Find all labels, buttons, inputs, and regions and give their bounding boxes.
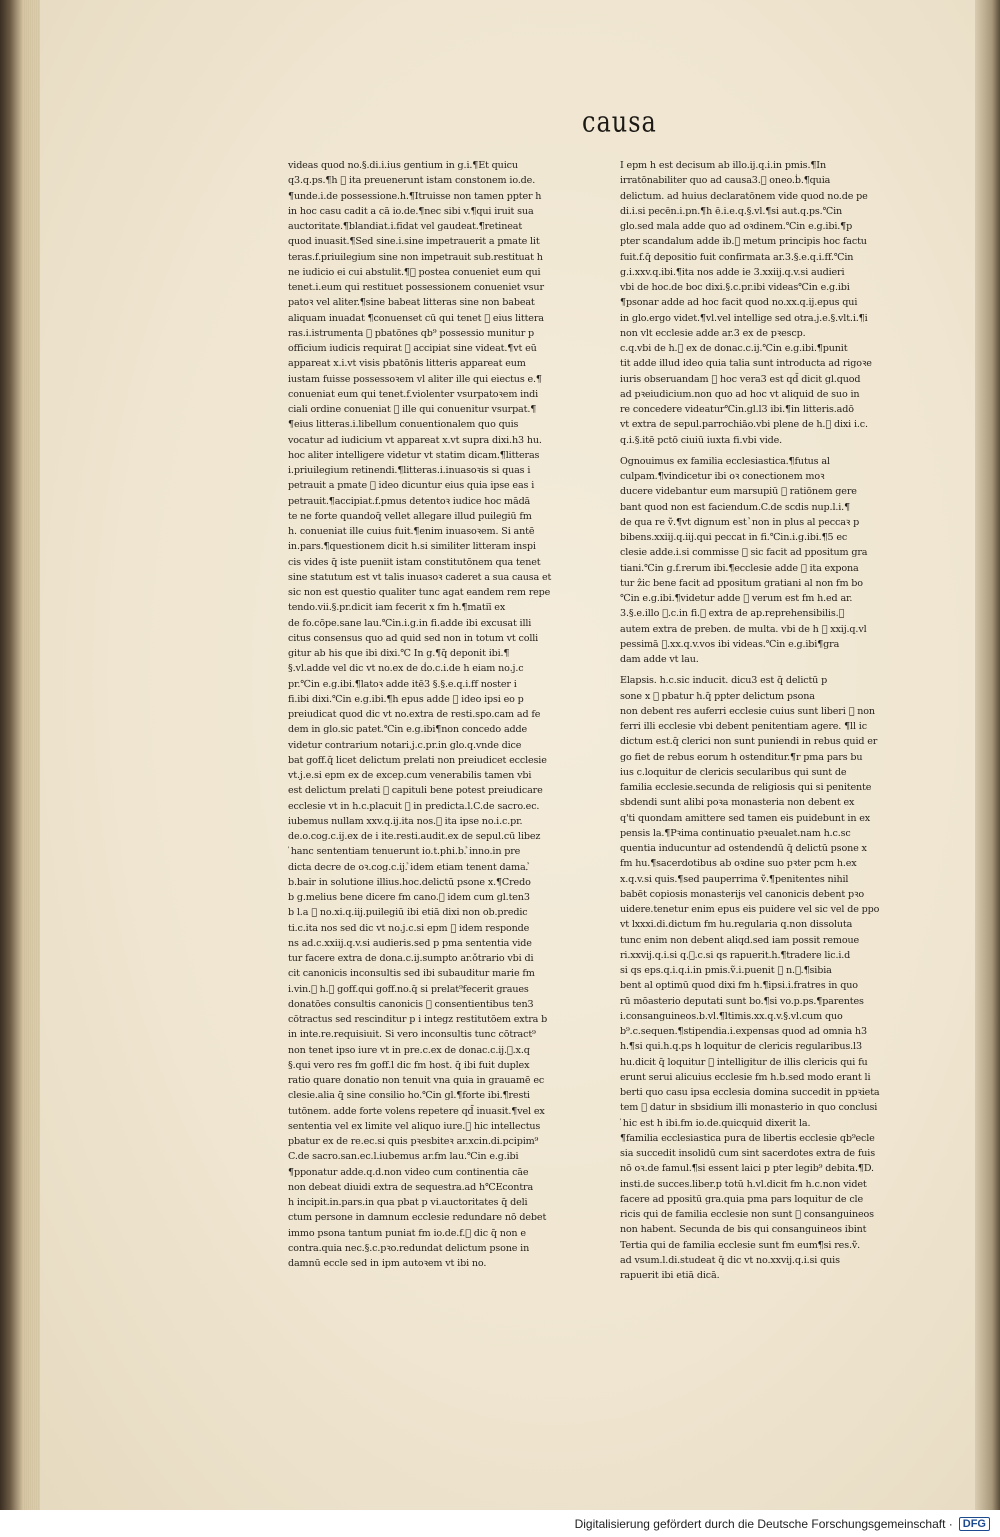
right-column-line: facere ad ppositū gra.quia pma pars loquitur de cle: [620, 1193, 864, 1205]
left-column-line: §.vl.adde vel dic vt no.ex de ḋo.c.i.de h eiam no.j.c: [288, 663, 524, 675]
right-column-line: ¶familia ecclesiastica pura de libertis ecclesie qb⁹ecle: [620, 1132, 875, 1144]
left-column-line: ti.c.ita nos sed dic vt no.j.c.si epm ᷤ idem responde: [288, 922, 530, 934]
left-column-line: tendo.vii.§.pr.dicit iam fecerit x fm h.¶matiī ex: [288, 602, 506, 614]
left-column-line: ras.i.istrumenta ᷤ pbatōnes qb⁹ possessio munitur p: [288, 327, 535, 339]
right-column-line: Ognouimus ex familia ecclesiastica.¶futus al: [620, 455, 830, 467]
right-column-line: go fiet de rebus eorum h ostenditur.¶r pma pars bu: [620, 751, 863, 763]
right-column-line: iuris obseruandam ᷤ hoc vera3 est qd̄ dicit gl.quod: [620, 373, 861, 385]
right-column-line: vt lxxxi.di.dictum fm hu.regularia q.non dissoluta: [620, 919, 853, 931]
left-column-line: pr.℃in e.g.ibi.¶latoꝛ adde itē3 §.§.e.q.i.ff noster i: [288, 678, 517, 690]
left-column-line: vt.j.e.si epm ex de excep.cum venerabilis tamen vbi: [288, 770, 532, 781]
right-column-line: non vlt ecclesie adde ar.3 ex de pꝛescp.: [620, 327, 806, 339]
left-column-line: quod inuasit.¶Sed sine.i.sine impetrauerit a pmate lit: [288, 236, 540, 248]
right-column-line: si qs eps.q.i.q.i.in pmis.ṽ.i.puenit ᷤ n.ᷤ.¶sibia: [620, 965, 832, 976]
left-column-line: ᷤ hanc sententiam tenuerunt io.t.phi.b.ᷤ inno.in pre: [288, 846, 521, 858]
left-column-line: clesie.alia q̄ sine consilio ho.℃in gl.¶forte ibi.¶resti: [288, 1090, 530, 1102]
left-column-line: est delictum prelati ᷤ capituli bene potest preiudicare: [288, 785, 543, 797]
left-column-line: pbatur ex de re.ec.si quis pꝛesbiteꝛ ar.xcin.di.pcipim⁹: [288, 1136, 539, 1147]
left-column-line: conueniat eum qui tenet.f.violenter vsurpatoꝛem indi: [288, 388, 539, 400]
right-column-line: c.q.vbi de h.ᷤ ex de donac.c.ij.℃in e.g.ibi.¶punit: [620, 343, 848, 354]
right-column-line: babēt copiosis monasterijs vel canonicis debent pꝛo: [620, 888, 864, 900]
right-column-line: vbi de hoc.de boc dixi.§.c.pr.ibi videas℃in e.g.ibi: [620, 282, 850, 293]
right-column-line: ducere videbantur eum marsupiū ᷤ ratiōnem gere: [620, 486, 857, 498]
right-column-line: 3.§.e.illo ᷤ.c.in fi.ᷤ extra de ap.reprehensibilis.ᷤ: [620, 608, 845, 620]
left-column-line: te ne forte quandoq̄ vellet allegare illud puilegiū fm: [288, 510, 532, 522]
right-column-line: ad vsum.l.di.studeat q̄ dic vt no.xxvij.q.i.si quis: [620, 1254, 840, 1266]
right-column-line: re concedere videatur℃in.gl.l3 ibi.¶in litteris.adō: [620, 404, 854, 415]
left-column-line: donatōes consultis canonicis ᷤ consentientibus ten3: [288, 998, 534, 1010]
right-column-line: g.i.xxv.q.ibi.¶ita nos adde ie 3.xxiij.q.v.si audieri: [620, 266, 845, 278]
left-column-line: ecclesie vt in h.c.placuit ᷤ in predicta.l.C.de sacro.ec.: [288, 800, 540, 812]
left-column-line: in hoc casu cadit a cā io.de.¶nec sibi v.¶qui iruit sua: [288, 205, 534, 217]
left-column-line: patoꝛ vel aliter.¶sine babeat litteras sine non babeat: [288, 297, 535, 309]
left-column-line: vocatur ad iudicium vt appareat x.vt supra dixi.h3 hu.: [288, 434, 542, 446]
left-column-line: auctoritate.¶blandiat.i.fidat vel gaudeat.¶retineat: [288, 221, 523, 232]
left-column-line: dicta decre de oꝛ.cog.c.ij.ᷤ idem etiam tenent dama.ᷤ: [288, 861, 528, 873]
left-column-line: videas quod no.§.di.i.ius gentium in g.i.¶Et quicu: [288, 160, 518, 171]
left-column-line: aliquam inuadat ¶conuenset cū qui tenet ᷤ eius littera: [288, 312, 544, 324]
right-column-line: tem ᷤ datur in sbsidium illi monasterio in quo conclusi: [620, 1102, 878, 1114]
running-head: causa: [582, 105, 657, 139]
right-column-line: ¶psonar adde ad hoc facit quod no.xx.q.ij.epus qui: [620, 297, 858, 309]
left-column-line: dem in glo.sic patet.℃in e.g.ibi¶non concedo adde: [288, 724, 528, 736]
left-column-line: in inte.re.requisiuit. Si vero inconsultis tunc cōtract⁹: [288, 1029, 536, 1041]
left-column-line: sine statutum est vt talis inuasoꝛ caderet a sua causa et: [288, 571, 552, 583]
right-column-line: bibens.xxiij.q.iij.qui peccat in fi.℃in.i.g.ibi.¶5 ec: [620, 532, 848, 543]
right-column-line: h.¶si qui.h.q.ps h loquitur de clericis regularibus.l3: [620, 1041, 862, 1053]
left-column-line: immo psona tantum puniat fm io.de.f.ᷤ dic q̄ non e: [288, 1227, 526, 1239]
left-text-column: [288, 158, 578, 1271]
left-column-line: de.o.cog.c.ij.ex de i ite.resti.audit.ex de sepul.cū libez: [288, 831, 541, 842]
left-column-line: iubemus nullam xxv.q.ij.ita nos.ᷤ ita ipse no.i.c.pr.: [288, 815, 523, 827]
right-column-line: tiani.℃in g.f.rerum ibi.¶ecclesie adde ᷤ ita expona: [620, 562, 859, 574]
right-column-line: uidere.tenetur enim epus eis puidere vel sic vel de ppo: [620, 904, 880, 915]
right-column-line: ad pꝛeiudicium.non quo ad hoc vt aliquid de suo in: [620, 388, 860, 400]
right-column-line: ferri illi ecclesie vbi debent penitentiam agere. ¶ll ic: [620, 721, 867, 732]
right-column-line: vt extra de sepul.parrochiāo.vbi plene de h.ᷤ dixi i.c.: [620, 419, 868, 431]
right-column-line: q.i.§.itē pctō ciuiū iuxta fi.vbi vide.: [620, 434, 783, 446]
left-column-line: sic non est questio qualiter tunc agat eandem rem repe: [288, 587, 551, 598]
left-column-line: ¶pponatur adde.q.d.non video cum continentia cāe: [288, 1166, 529, 1178]
left-column-line: non tenet ipso iure vt in pre.c.ex de donac.c.ij.ᷤ.x.q: [288, 1044, 530, 1056]
left-column-line: b.bair in solutione illius.hoc.delictū psone x.¶Credo: [288, 876, 531, 888]
left-column-line: cit canonicis inconsultis sed ibi subauditur marie fm: [288, 968, 535, 980]
left-column-line: cis vides q̄ iste pueniit istam constitutōnem qua tenet: [288, 556, 541, 568]
left-column-line: videtur contrarium notari.j.c.pr.in glo.q.vnde dice: [288, 739, 522, 751]
right-column-line: erunt serui alicuius ecclesie fm h.b.sed modo erant li: [620, 1071, 871, 1083]
right-column-line: non habent. Secunda de bis qui consanguineos ibint: [620, 1224, 867, 1236]
right-column-line: rū mōasterio deputati sunt bo.¶si vo.p.ps.¶parentes: [620, 995, 864, 1007]
right-column-line: glo.sed mala adde quo ad oꝛdinem.℃in e.g.ibi.¶p: [620, 221, 853, 232]
right-column-line: irratōnabiliter quo ad causa3.ᷤ oneo.ḃ.¶quia: [620, 175, 831, 187]
left-column-line: tur facere extra de dona.c.ij.sumpto ar.ǒtrario vbi di: [288, 953, 534, 964]
right-column-line: pter scandalum adde ib.ᷤ metum principis hoc factu: [620, 236, 867, 248]
left-column-line: fi.ibi dixi.℃in e.g.ibi.¶h epus adde ᷤ ideo ipsi eo p: [288, 693, 524, 705]
right-column-line: i.consanguineos.b.vl.¶ltimis.xx.q.v.§.vl.cum quo: [620, 1010, 843, 1022]
left-column-line: citus consensus quo ad quid sed non in totum vt colli: [288, 632, 539, 644]
right-column-line: pessimā ᷤ.xx.q.v.vos ibi videas.℃in e.g.ibi¶gra: [620, 638, 840, 650]
right-column-line: fuit.f.q̄ depositio fuit confirmata ar.3.§.e.q.i.ff.℃in: [620, 251, 854, 263]
left-column-line: preiudicat quod dic vt no.extra de resti.spo.cam ad fe: [288, 709, 541, 720]
right-column-line: ᷤ hic est h ibi.fm io.de.quicquid dixerit la.: [620, 1117, 811, 1129]
left-column-line: cōtractus sed rescinditur p i integz restitutōem extra b: [288, 1014, 548, 1025]
right-column-line: x.q.v.si quis.¶sed pauperrima ṽ.¶penitentes nihil: [620, 873, 849, 885]
right-column-line: delictum. ad huius declaratōnem vide quod no.de pe: [620, 190, 868, 202]
footer-bar: [0, 1510, 1000, 1537]
left-column-line: q3.q.ps.¶h ᷤ ita preuenerunt istam constonem io.de.: [288, 175, 536, 187]
right-column-line: fm hu.¶sacerdotibus ab oꝛdine suo pꝛter pcm h.ex: [620, 858, 857, 870]
right-column-line: sia succedit insolidū cum sint sacerdotes extra de fuis: [620, 1148, 875, 1159]
right-column-line: q'ti quondam amittere sed tamen eis puidebunt in ex: [620, 812, 871, 824]
right-column-line: hu.dicit q̄ loquitur ᷤ intelligitur de illis clericis qui fu: [620, 1056, 868, 1068]
right-column-line: rapuerit ibi etiā dicā.: [620, 1270, 720, 1281]
right-column-line: dictum est.q̄ clerici non sunt puniendi in rebus quid er: [620, 736, 878, 748]
left-column-line: h. conueniat ille cuius fuit.¶enim inuasoꝛem. Si antē: [288, 526, 535, 537]
left-column-line: sententia vel ex limite vel aliquo iure.ᷤ hic intellectus: [288, 1120, 541, 1132]
left-column-line: officium iudicis requirat ᷤ accipiat sine videat.¶vt eū: [288, 343, 537, 354]
dfg-logo: DFG: [959, 1517, 990, 1531]
left-column-line: in.pars.¶questionem dicit h.si similiter litteram inspi: [288, 541, 536, 553]
left-column-line: contra.quia nec.§.c.pꝛo.redundat delictum psone in: [288, 1242, 530, 1254]
left-column-line: petrauit.¶accipiat.f.pmus detentoꝛ iudice hoc mādā: [288, 495, 531, 507]
right-column-line: Tertia qui de familia ecclesie sunt fm eum¶si res.ṽ.: [620, 1239, 861, 1251]
left-column-line: b l.a ᷤ no.xi.q.iij.puilegiū ibi etiā dixi non ob.predic: [288, 907, 528, 919]
right-column-line: quentia inducuntur ad ostendendū q̄ delictū psone x: [620, 843, 867, 854]
left-column-line: tenet.i.eum qui restituet possessionem conueniet vsur: [288, 282, 544, 293]
left-column-line: ne iudicio ei cui abstulit.¶ᷤ postea conueniet eum qui: [288, 266, 541, 278]
right-column-line: culpam.¶vindicetur ibi oꝛ conectionem moꝛ: [620, 471, 825, 482]
left-column-line: ¶unde.i.de possessione.h.¶Itruisse non tamen ppter h: [288, 190, 542, 202]
left-column-line: C.de sacro.san.ec.l.iubemus ar.fm lau.℃in e.g.ibi: [288, 1151, 519, 1163]
left-column-line: tutōnem. adde forte volens repetere qd̄ inuasit.¶vel ex: [288, 1105, 545, 1117]
right-column-line: berti quo casu ipsa ecclesia domina succedit in ppꝛieta: [620, 1087, 880, 1098]
right-column-line: bent al optimū quod dixi fm h.¶ipsi.i.fratres in quo: [620, 980, 858, 992]
left-column-line: petrauit a pmate ᷤ ideo dicuntur eius quia ipse eas i: [288, 480, 535, 492]
right-column-line: tit adde illud ideo quia talia sunt introducta ad rigoꝛe: [620, 358, 872, 370]
right-column-line: sbdendi sunt alibi poꝛa monasteria non debent ex: [620, 797, 855, 809]
left-column-line: ctum persone in damnum ecclesie redundare nō debet: [288, 1212, 547, 1224]
right-column-line: familia ecclesie.secunda de religiosis qui si penitente: [620, 782, 872, 793]
left-column-line: i.vin.ᷤ h.ᷤ goff.qui goff.no.q̄ si prelat⁹fecerit graues: [288, 983, 529, 995]
right-column-line: non debent res auferri ecclesie cuius sunt liberi ᷤ non: [620, 705, 875, 717]
right-column-line: autem extra de preben. de multa. vbi de h ᷤ xxij.q.vl: [620, 623, 867, 635]
left-column-line: h incipit.in.pars.in qua pbat p vi.auctoritates q̄ deli: [288, 1197, 528, 1208]
right-column-line: de qua re ṽ.¶vt dignum est ᷤ non in plus al peccaꝛ p: [620, 516, 860, 528]
page-edges: [22, 0, 40, 1510]
left-column-line: teras.f.priuilegium sine non impetrauit sub.restituat h: [288, 251, 543, 263]
right-column-line: tunc enim non debent aliqd.sed iam possit remoue: [620, 934, 860, 946]
left-column-line: ¶eius litteras.i.libellum conuentionalem quo quis: [288, 419, 519, 431]
right-column-line: sone x ᷤ pbatur h.q̄ ppter delictum psona: [620, 690, 815, 702]
left-column-line: b g.melius bene dicere fm cano.ᷤ idem cum gl.ten3: [288, 892, 530, 903]
right-column-line: di.i.si pecēn.i.pn.¶h ē.i.e.q.§.vl.¶si aut.q.ps.℃in: [620, 205, 843, 217]
left-column-line: appareat x.i.vt visis pbatōnis litteris appareat eum: [288, 358, 526, 370]
right-column-line: dam adde vt lau.: [620, 654, 699, 665]
right-column-line: tur ẑic bene facit ad ppositum gratiani al non fm bo: [620, 577, 863, 589]
right-column-line: in glo.ergo videt.¶vl.vel intellige sed otra.j.e.§.vlt.i.¶i: [620, 312, 868, 324]
right-text-column: [620, 158, 912, 1283]
left-column-line: hoc aliter intelligere videtur vt statim dicam.¶litteras: [288, 449, 540, 461]
left-column-line: damnū eccle sed in ipm autoꝛem vt ibi no.: [288, 1258, 487, 1269]
left-column-line: ratio quare donatio non tenuit vna quia in grauamē ec: [288, 1075, 545, 1086]
left-column-line: bat goff.q̄ licet delictum prelati non preiudicet ecclesie: [288, 754, 547, 766]
right-column-line: Elapsis. h.c.sic inducit. dicu3 est q̄ delictū p: [620, 675, 828, 687]
left-column-line: iustam fuisse possessoꝛem vl aliter ille qui eiectus e.¶: [288, 373, 542, 385]
right-column-line: insti.de succes.liber.p totū h.vl.dicit fm h.c.non videt: [620, 1178, 867, 1190]
right-column-line: clesie adde.i.si commisse ᷤ sic facit ad ppositum gra: [620, 547, 868, 559]
right-column-line: nō oꝛ.de famul.¶si essent laici p pter legib⁹ debita.¶D.: [620, 1163, 874, 1175]
left-column-line: §.qui vero res fm goff.l dic fm host. q̄ ibi fuit duplex: [288, 1059, 530, 1071]
left-column-line: i.priuilegium retinendi.¶litteras.i.inuasoꝛis si quas i: [288, 465, 531, 476]
right-column-line: pensis la.¶Pꝛima continuatio pꝛeualet.nam h.c.sc: [620, 827, 851, 839]
footer-credit: Digitalisierung gefördert durch die Deutsche Forschungsgemeinschaft ·: [574, 1516, 953, 1531]
left-column-line: gitur ab his que ibi dixi.℃ In g.¶q̄ deponit ibi.¶: [288, 648, 510, 659]
right-column-line: Ι epm h est decisum ab illo.ij.q.i.in pmis.¶In: [620, 160, 826, 171]
right-column-line: bant quod non est faciendum.C.de scdis nup.l.i.¶: [620, 501, 851, 513]
right-column-line: ri.xxvij.q.i.si q.ᷤ.c.si qs rapuerit.h.¶tradere lic.i.d: [620, 949, 851, 961]
right-column-line: b⁹.c.sequen.¶stipendia.i.expensas quod ad omnia h3: [620, 1026, 867, 1037]
left-column-line: ciali ordine conueniat ᷤ ille qui conuenitur vsurpat.¶: [288, 404, 537, 415]
left-column-line: non debeat diuidi extra de sequestra.ad h℃Econtra: [288, 1181, 534, 1193]
right-column-line: ius c.loquitur de clericis secularibus qui sunt de: [620, 766, 847, 778]
left-column-line: de fo.cōpe.sane lau.℃in.i.g.in fi.adde ibi excusat illi: [288, 617, 532, 629]
right-column-line: ricis qui de familia ecclesie non sunt ᷤ consanguineos: [620, 1209, 874, 1220]
right-column-line: ℃in e.g.ibi.¶videtur adde ᷤ verum est fm h.ed ar.: [620, 593, 853, 604]
left-column-line: ns ad.c.xxiij.q.v.si audieris.sed p pma sententia vide: [288, 937, 532, 949]
